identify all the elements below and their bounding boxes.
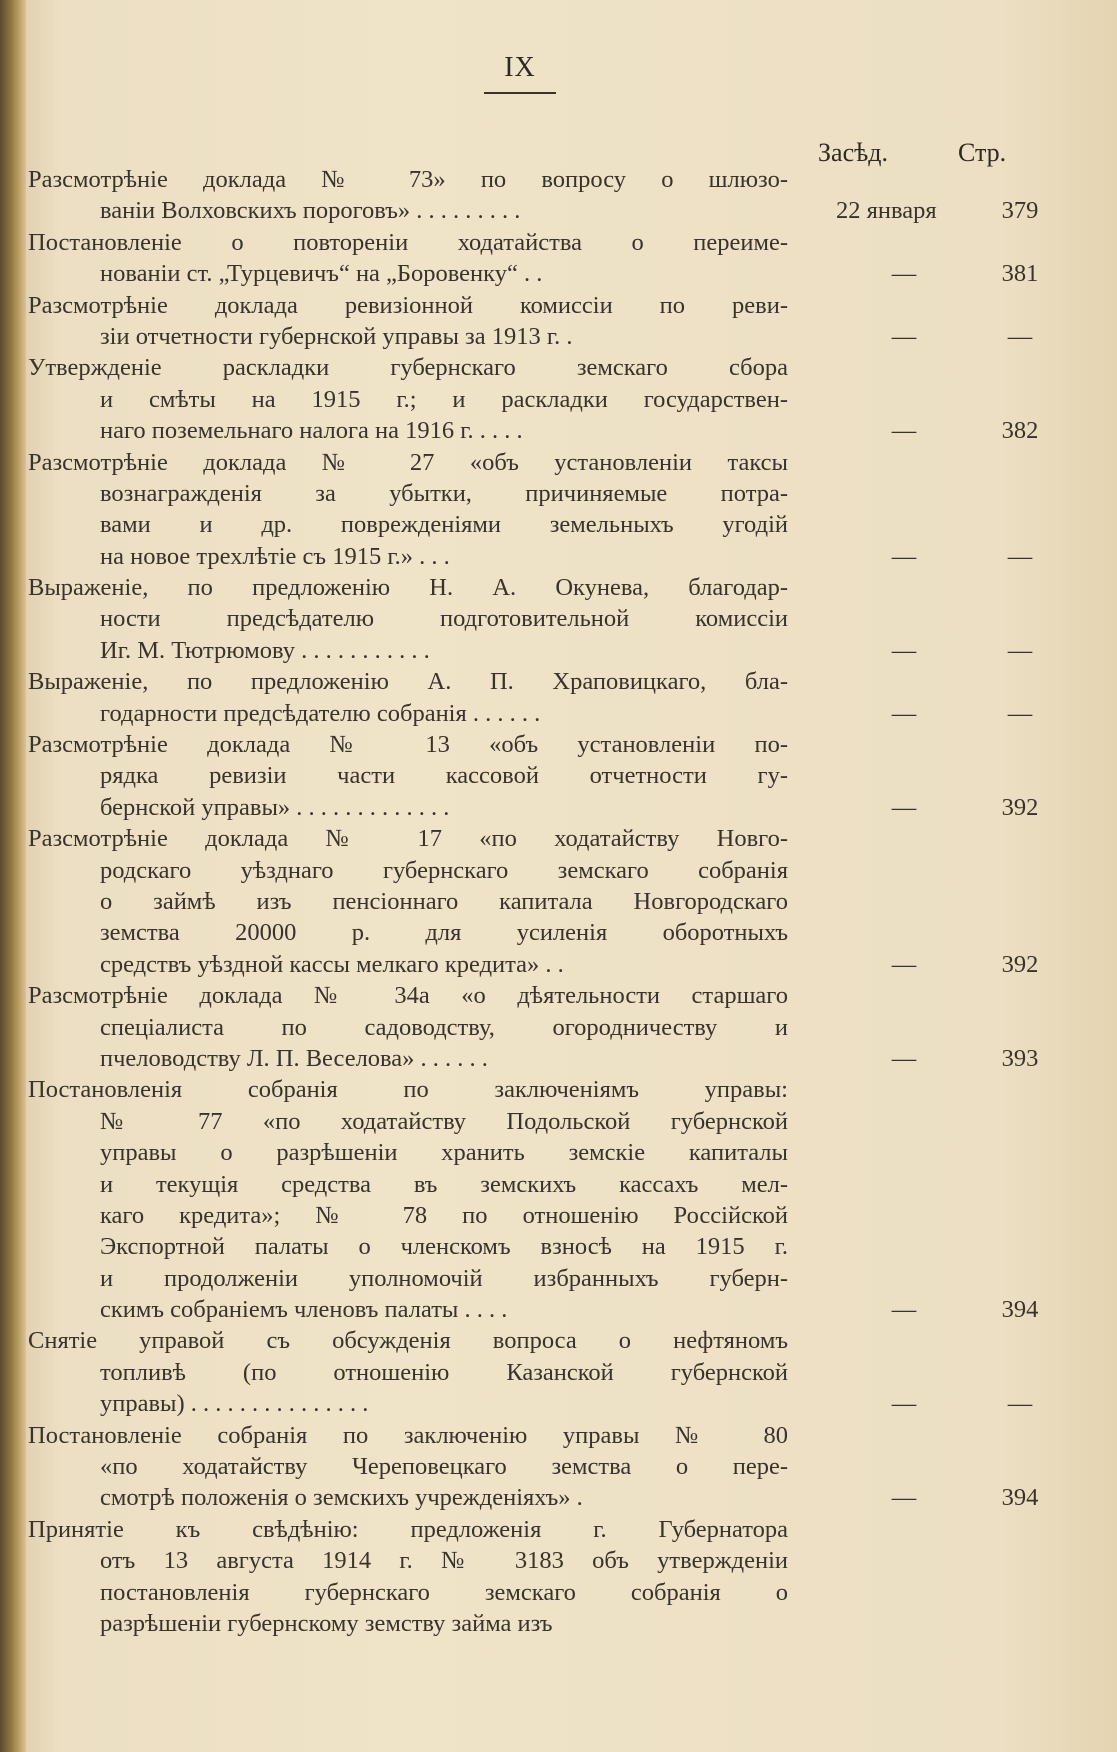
toc-entry-line [28, 1294, 1088, 1325]
toc-entry-line [28, 1106, 1088, 1137]
toc-entry-page: 382 [1001, 417, 1039, 445]
toc-entry-sitting: — [891, 636, 917, 664]
toc-entry-page: 394 [1001, 1484, 1039, 1512]
toc-entry-text: земства 20000 р. для усиленія оборотныхъ [100, 919, 788, 947]
toc-entry-line [28, 352, 1088, 383]
toc-entry-line [28, 164, 1088, 195]
toc-entry [28, 164, 1088, 227]
toc-entry-line [28, 1169, 1088, 1200]
toc-entry-text: Выраженіе, по предложенію А. П. Храповицкаго, бла- [28, 668, 788, 696]
toc-entry-text: Постановленія собранія по заключеніямъ управы: [28, 1076, 788, 1104]
toc-entry-line [28, 1231, 1088, 1262]
toc-entry-text: и текущія средства въ земскихъ кассахъ мел- [100, 1170, 788, 1198]
toc-entry-sitting: — [891, 260, 917, 288]
toc-entry-line [28, 855, 1088, 886]
toc-entry-text: смотрѣ положенія о земскихъ учрежденіяхъ» . [100, 1484, 583, 1512]
toc-entry-text: Разсмотрѣніе доклада № 17 «по ходатайству Новго- [28, 825, 788, 853]
toc-entry-text: на новое трехлѣтіе съ 1915 г.» . . . [100, 542, 450, 570]
toc-entry [28, 729, 1088, 823]
toc-entry-line [28, 1200, 1088, 1231]
toc-entry-line [28, 1137, 1088, 1168]
toc-entry-line [28, 541, 1088, 572]
toc-entry-text: каго кредита»; № 78 по отношенію Россійской [100, 1201, 788, 1229]
toc-entry-sitting: — [891, 1484, 917, 1512]
toc-entry-page: 381 [1001, 260, 1039, 288]
toc-entry [28, 352, 1088, 446]
toc-entry-line [28, 1608, 1088, 1639]
toc-entry-text: и продолженіи уполномочій избранныхъ губерн- [100, 1264, 788, 1292]
toc-entry-line [28, 384, 1088, 415]
toc-entry [28, 1514, 1088, 1640]
toc-entry-line [28, 949, 1088, 980]
toc-entry-text: пчеловодству Л. П. Веселова» . . . . . . [100, 1044, 488, 1072]
toc-entry-page: 392 [1001, 793, 1039, 821]
toc-entry-line [28, 1074, 1088, 1105]
toc-entry-page: — [1007, 699, 1033, 727]
toc-entry-text: Выраженіе, по предложенію Н. А. Окунева, благодар- [28, 574, 788, 602]
page-column-header: Стр. [958, 138, 1007, 167]
toc-entry-page: — [1007, 322, 1033, 350]
toc-entry-text: скимъ собраніемъ членовъ палаты . . . . [100, 1296, 508, 1324]
toc-entry-line [28, 195, 1088, 226]
toc-entry [28, 447, 1088, 573]
toc-entry-line [28, 1388, 1088, 1419]
toc-entry-text: родскаго уѣзднаго губернскаго земскаго собранія [100, 856, 788, 884]
toc-entry-text: «по ходатайству Череповецкаго земства о пере- [100, 1453, 788, 1481]
toc-entry-line [28, 1577, 1088, 1608]
toc-entry-sitting: — [891, 793, 917, 821]
toc-entry-text: бернской управы» . . . . . . . . . . . . . [100, 793, 450, 821]
toc-entry-sitting: — [891, 322, 917, 350]
toc-entry-text: наго поземельнаго налога на 1916 г. . . . . [100, 417, 523, 445]
toc-entry-text: рядка ревизіи части кассовой отчетности гу- [100, 762, 788, 790]
toc-entry-line [28, 227, 1088, 258]
toc-entry-text: спеціалиста по садоводству, огородничеству и [100, 1013, 788, 1041]
toc-entry [28, 227, 1088, 290]
toc-entry-page: 392 [1001, 950, 1039, 978]
toc-entry [28, 1420, 1088, 1514]
toc-entry-line [28, 823, 1088, 854]
toc-entry-text: Принятіе къ свѣдѣнію: предложенія г. Губернатора [28, 1515, 788, 1543]
toc-entry-sitting: — [891, 699, 917, 727]
toc-entry-line [28, 1451, 1088, 1482]
toc-entry-text: Утвержденіе раскладки губернскаго земскаго сбора [28, 354, 788, 382]
toc-entry-line [28, 1420, 1088, 1451]
toc-entry-line [28, 321, 1088, 352]
toc-entry-line [28, 603, 1088, 634]
toc-entry-page: 379 [1001, 197, 1039, 225]
toc-entry-line [28, 698, 1088, 729]
toc-entry-sitting: — [891, 417, 917, 445]
toc-entry-text: отъ 13 августа 1914 г. № 3183 объ утвержденіи [100, 1547, 788, 1575]
toc-entry-text: ваніи Волховскихъ пороговъ» . . . . . . . . . [100, 197, 521, 225]
page-binding-edge [0, 0, 26, 1752]
toc-entry-text: управы о разрѣшеніи хранить земскіе капиталы [100, 1139, 788, 1167]
toc-entry-page: 394 [1001, 1296, 1039, 1324]
toc-entry-line [28, 415, 1088, 446]
toc-entry-text: Разсмотрѣніе доклада № 13 «объ установленіи по- [28, 731, 788, 759]
toc-entry-text: Разсмотрѣніе доклада № 34а «о дѣятельности старшаго [28, 982, 788, 1010]
toc-entry-sitting: — [891, 542, 917, 570]
toc-entry-line [28, 290, 1088, 321]
toc-entry-text: о займѣ изъ пенсіоннаго капитала Новгородскаго [100, 887, 788, 915]
toc-entry-line [28, 572, 1088, 603]
toc-entry [28, 666, 1088, 729]
toc-entry-text: № 77 «по ходатайству Подольской губернской [100, 1107, 788, 1135]
toc-entry-line [28, 760, 1088, 791]
toc-entry-page: — [1007, 1390, 1033, 1418]
toc-entry-text: нованіи ст. „Турцевичъ“ на „Боровенку“ . . [100, 260, 543, 288]
toc-entry-line [28, 478, 1088, 509]
table-of-contents [28, 164, 1088, 1639]
toc-entry-text: Иг. М. Тютрюмову . . . . . . . . . . . [100, 636, 430, 664]
toc-entry-line [28, 792, 1088, 823]
toc-entry-page: — [1007, 636, 1033, 664]
toc-entry-sitting: — [891, 950, 917, 978]
toc-entry-text: вознагражденія за убытки, причиняемые потра- [100, 479, 788, 507]
toc-entry-line [28, 1514, 1088, 1545]
toc-entry-text: постановленія губернскаго земскаго собранія о [100, 1578, 788, 1606]
toc-entry-sitting: — [891, 1296, 917, 1324]
toc-entry-line [28, 1043, 1088, 1074]
toc-entry-text: управы) . . . . . . . . . . . . . . . [100, 1390, 369, 1418]
toc-entry-line [28, 917, 1088, 948]
toc-entry-text: Снятіе управой съ обсужденія вопроса о нефтяномъ [28, 1327, 788, 1355]
toc-entry [28, 1074, 1088, 1325]
page-number-underline [484, 92, 556, 94]
toc-entry-text: средствъ уѣздной кассы мелкаго кредита» . . [100, 950, 564, 978]
sitting-column-header: Засѣд. [818, 138, 888, 167]
toc-entry-page: — [1007, 542, 1033, 570]
toc-entry-text: Экспортной палаты о членскомъ взносѣ на 1915 г. [100, 1233, 788, 1261]
toc-entry-line [28, 258, 1088, 289]
toc-entry-line [28, 666, 1088, 697]
toc-entry-line [28, 1263, 1088, 1294]
toc-entry-text: ности предсѣдателю подготовительной комиссіи [100, 605, 788, 633]
toc-entry [28, 980, 1088, 1074]
toc-entry-sitting: 22 января [836, 197, 937, 225]
toc-entry-text: вами и др. поврежденіями земельныхъ угодій [100, 511, 788, 539]
toc-entry-line [28, 447, 1088, 478]
page-number: IX [504, 52, 536, 83]
toc-entry-line [28, 1357, 1088, 1388]
toc-entry-text: Постановленіе о повтореніи ходатайства о переиме- [28, 228, 788, 256]
toc-entry [28, 1325, 1088, 1419]
toc-entry [28, 823, 1088, 980]
toc-entry-text: Разсмотрѣніе доклада ревизіонной комиссіи по реви- [28, 291, 788, 319]
toc-entry-page: 393 [1001, 1044, 1039, 1072]
toc-entry-text: Разсмотрѣніе доклада № 73» по вопросу о шлюзо- [28, 166, 788, 193]
toc-entry-line [28, 729, 1088, 760]
toc-entry-line [28, 1482, 1088, 1513]
toc-entry-text: и смѣты на 1915 г.; и раскладки государствен- [100, 385, 788, 413]
toc-entry-line [28, 1325, 1088, 1356]
toc-entry-text: годарности предсѣдателю собранія . . . . . . [100, 699, 541, 727]
toc-entry-line [28, 635, 1088, 666]
toc-entry-text: разрѣшеніи губернскому земству займа изъ [100, 1609, 553, 1637]
toc-entry [28, 572, 1088, 666]
toc-entry-line [28, 886, 1088, 917]
toc-entry-line [28, 1545, 1088, 1576]
toc-entry-text: Разсмотрѣніе доклада № 27 «объ установленіи таксы [28, 448, 788, 476]
toc-entry-line [28, 1012, 1088, 1043]
toc-entry-sitting: — [891, 1044, 917, 1072]
toc-entry-sitting: — [891, 1390, 917, 1418]
toc-entry-line [28, 980, 1088, 1011]
toc-entry-text: Постановленіе собранія по заключенію управы № 80 [28, 1421, 788, 1449]
toc-entry-text: топливѣ (по отношенію Казанской губернской [100, 1358, 788, 1386]
toc-entry [28, 290, 1088, 353]
toc-entry-line [28, 509, 1088, 540]
toc-entry-text: зіи отчетности губернской управы за 1913 г. . [100, 322, 573, 350]
